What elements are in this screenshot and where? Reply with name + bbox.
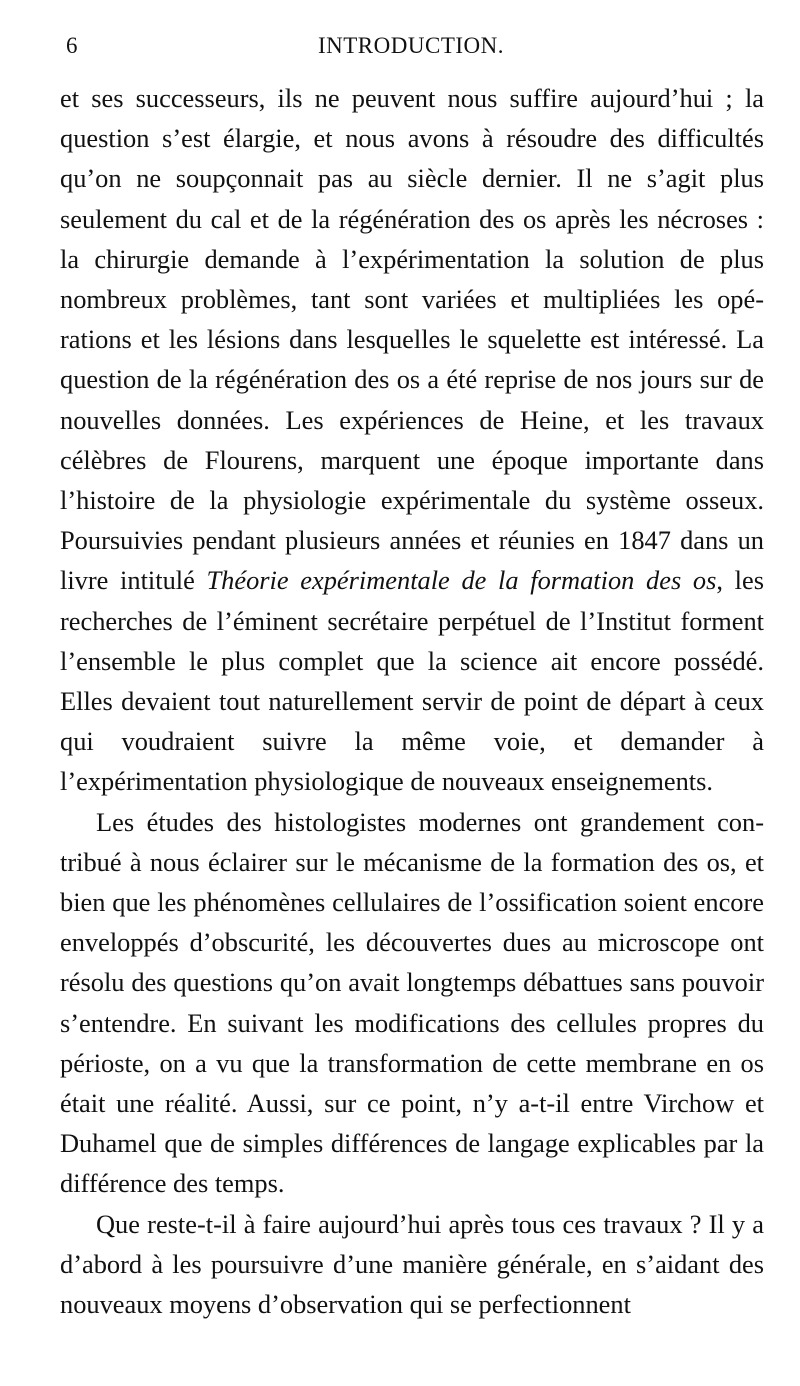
body-text [60, 78, 764, 1324]
paragraph-1-text-before-title: et ses successeurs, ils ne peuvent nous suffire aujourd’hui ; la question s’est élargie, et nous avons à résoudre des difficultés qu’on ne soupçonnait pas au siècle dernier. Il ne s’agit plus seulement du cal et de la régénération des os après les nécroses : la chirurgie demande à l’expérimentation la solution de plus nombreux problèmes, tant sont variées et multipliées les opérations et les lésions dans lesquelles le squelette est intéressé. La question de la régénération des os a été reprise de nos jours sur de nouvelles données. Les expériences de Heine, et les travaux célèbres de Flourens, marquent une époque importante dans l’histoire de la physiologie expérimentale du système osseux. Poursuivies pendant plusieurs années et réunies en 1847 dans un livre intitulé [60, 83, 764, 596]
book-title: Théorie expérimentale de la formation des os [206, 565, 717, 596]
running-header [66, 33, 756, 63]
running-title: INTRODUCTION. [317, 33, 504, 58]
paragraph-1 [60, 78, 764, 802]
page-number: 6 [66, 33, 78, 58]
paragraph-2: Les études des histologistes modernes ont grandement contribué à nous éclairer sur le mécanisme de la formation des os, et bien que les phénomènes cellulaires de l’ossification soient encore enveloppés d’obscurité, les découvertes dues au microscope ont résolu des questions qu’on avait longtemps débattues sans pouvoir s’entendre. En suivant les modifications des cellules propres du périoste, on a vu que la transformation de cette membrane en os était une réalité. Aussi, sur ce point, n’y a-t-il entre Virchow et Duhamel que de simples différences de langage explicables par la différence des temps. [60, 806, 764, 1199]
paragraph-3: Que reste-t-il à faire aujourd’hui après tous ces travaux ? Il y a d’abord à les poursuivre d’une manière générale, en s’aidant des nouveaux moyens d’observation qui se perfectionnent [60, 1208, 764, 1320]
paragraph-1-text-after-title: , les recherches de l’éminent secrétaire perpétuel de l’Institut forment l’ensemble le plus complet que la science ait encore possédé. Elles devaient tout naturellement servir de point de départ à ceux qui voudraient suivre la même voie, et demander à l’expérimentation physiologique de nouveaux enseignements. [60, 565, 764, 797]
